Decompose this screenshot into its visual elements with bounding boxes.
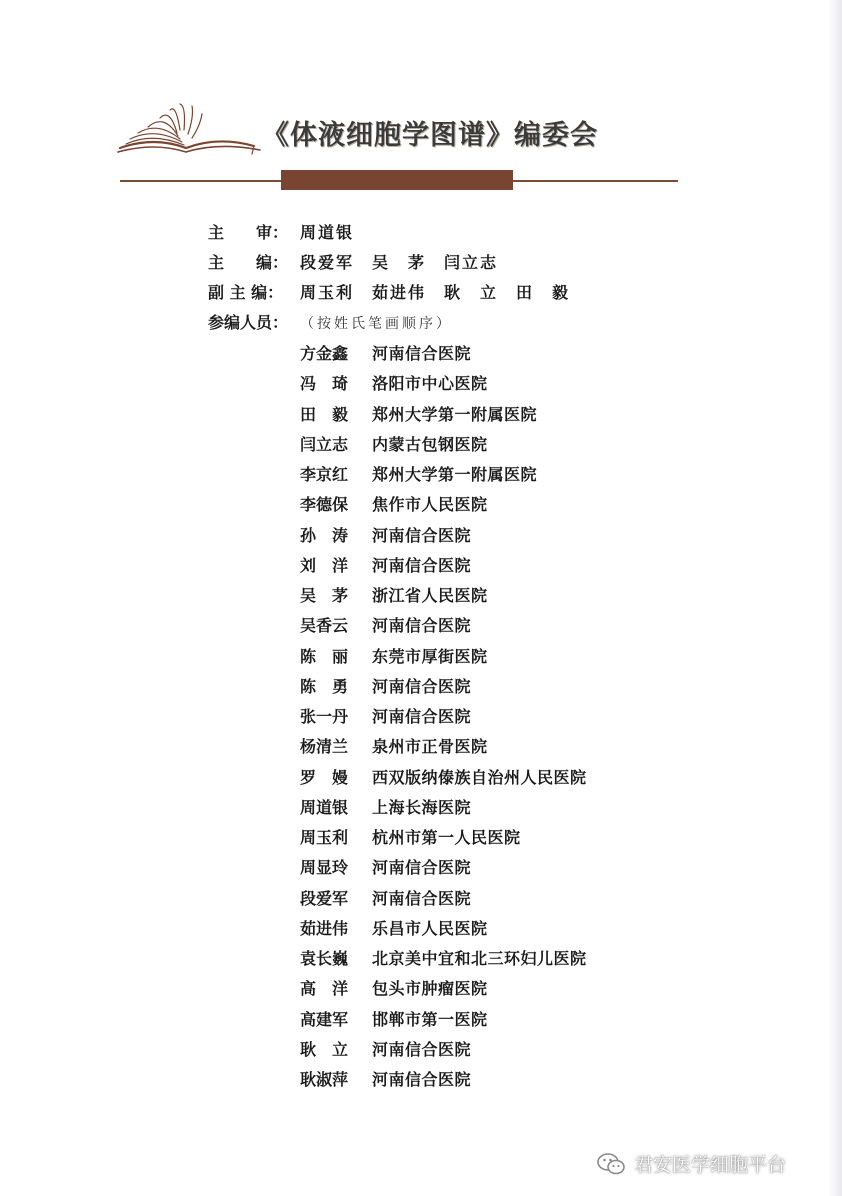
role-names: 段爱军 吴 茅 闫立志: [300, 253, 499, 272]
list-item: [300, 644, 587, 674]
list-item: [300, 1067, 587, 1097]
member-name: 周道银: [300, 797, 349, 817]
member-name: 袁长巍: [300, 949, 349, 968]
member-affiliation: 河南信合医院: [372, 858, 472, 878]
list-item: [300, 553, 587, 583]
member-affiliation: 邯郸市第一医院: [372, 1009, 488, 1029]
member-name: 李京红: [300, 465, 349, 484]
member-name: 田 毅: [300, 404, 349, 424]
member-name: 冯 琦: [300, 374, 349, 394]
member-name: 耿淑萍: [300, 1070, 349, 1089]
member-name: 杨清兰: [300, 737, 349, 757]
page-edge: [828, 0, 842, 1196]
list-item: [300, 795, 587, 825]
watermark-text: 君安医学细胞平台: [634, 1154, 787, 1176]
member-name: 周玉利: [300, 828, 349, 847]
list-item: [300, 886, 587, 916]
role-label: 参编人员：: [208, 313, 289, 332]
member-name: 周显玲: [300, 858, 349, 878]
role-label: 副 主 编：: [208, 283, 284, 302]
list-item: [300, 523, 587, 553]
open-book-icon: [114, 96, 264, 156]
list-item: [300, 492, 587, 522]
member-affiliation: 焦作市人民医院: [372, 495, 488, 515]
member-affiliation: 包头市肿瘤医院: [372, 979, 488, 999]
member-name: 张一丹: [300, 707, 349, 726]
member-affiliation: 乐昌市人民医院: [372, 918, 488, 938]
member-name: 方金鑫: [300, 344, 349, 363]
list-item: [300, 674, 587, 704]
role-label: 主 编：: [208, 253, 289, 272]
list-item: [300, 613, 587, 643]
ordering-note: （按姓氏笔画顺序）: [300, 316, 453, 332]
member-affiliation: 东莞市厚街医院: [372, 646, 488, 666]
member-affiliation: 浙江省人民医院: [372, 586, 488, 605]
member-affiliation: 河南信合医院: [372, 707, 472, 726]
member-name: 高 洋: [300, 979, 349, 999]
member-affiliation: 洛阳市中心医院: [372, 374, 488, 394]
list-item: [300, 825, 587, 855]
editorial-roles: [208, 220, 570, 340]
member-affiliation: 河南信合医院: [372, 525, 472, 545]
list-item: [300, 432, 587, 462]
list-item: [300, 734, 587, 764]
member-affiliation: 河南信合医院: [372, 888, 472, 908]
member-affiliation: 河南信合医院: [372, 1070, 472, 1089]
list-item: [300, 1007, 587, 1037]
member-name: 茹进伟: [300, 918, 349, 938]
member-name: 吴香云: [300, 616, 349, 636]
member-affiliation: 上海长海医院: [372, 797, 472, 817]
member-affiliation: 河南信合医院: [372, 555, 472, 575]
list-item: [300, 402, 587, 432]
role-row-deputy-editor: [208, 280, 570, 310]
wechat-icon: [596, 1151, 626, 1177]
page-title: 《体液细胞学图谱》编委会: [262, 120, 598, 151]
list-item: [300, 462, 587, 492]
watermark: [596, 1150, 786, 1177]
member-name: 闫立志: [300, 434, 349, 454]
role-row-contributors: [208, 310, 570, 340]
member-affiliation: 郑州大学第一附属医院: [372, 404, 538, 424]
role-row-chief-editor: [208, 250, 570, 280]
list-item: [300, 583, 587, 613]
member-name: 罗 嫚: [300, 767, 349, 787]
member-name: 耿 立: [300, 1039, 349, 1059]
member-affiliation: 郑州大学第一附属医院: [372, 465, 538, 484]
list-item: [300, 855, 587, 885]
list-item: [300, 946, 587, 976]
list-item: [300, 1037, 587, 1067]
list-item: [300, 976, 587, 1006]
role-row-chief-reviewer: [208, 220, 570, 250]
member-affiliation: 北京美中宜和北三环妇儿医院: [372, 949, 587, 968]
member-name: 吴 茅: [300, 586, 349, 605]
member-name: 高建军: [300, 1009, 349, 1029]
member-affiliation: 内蒙古包钢医院: [372, 434, 488, 454]
member-affiliation: 河南信合医院: [372, 344, 472, 363]
list-item: [300, 916, 587, 946]
member-name: 李德保: [300, 495, 349, 515]
member-affiliation: 泉州市正骨医院: [372, 737, 488, 757]
member-name: 陈 勇: [300, 676, 349, 696]
contributor-list: [300, 341, 587, 1097]
member-affiliation: 西双版纳傣族自治州人民医院: [372, 767, 587, 787]
list-item: [300, 704, 587, 734]
role-names: 周玉利 茹进伟 耿 立 田 毅: [300, 283, 571, 302]
member-affiliation: 河南信合医院: [372, 616, 472, 636]
member-affiliation: 河南信合医院: [372, 676, 472, 696]
member-name: 陈 丽: [300, 646, 349, 666]
member-name: 段爱军: [300, 888, 349, 908]
member-name: 孙 涛: [300, 525, 349, 545]
role-label: 主 审：: [208, 223, 289, 242]
list-item: [300, 341, 587, 371]
header-accent-bar: [281, 170, 513, 190]
member-affiliation: 杭州市第一人民医院: [372, 828, 521, 847]
member-name: 刘 洋: [300, 555, 349, 575]
list-item: [300, 371, 587, 401]
list-item: [300, 765, 587, 795]
role-names: 周道银: [300, 223, 355, 242]
member-affiliation: 河南信合医院: [372, 1039, 472, 1059]
